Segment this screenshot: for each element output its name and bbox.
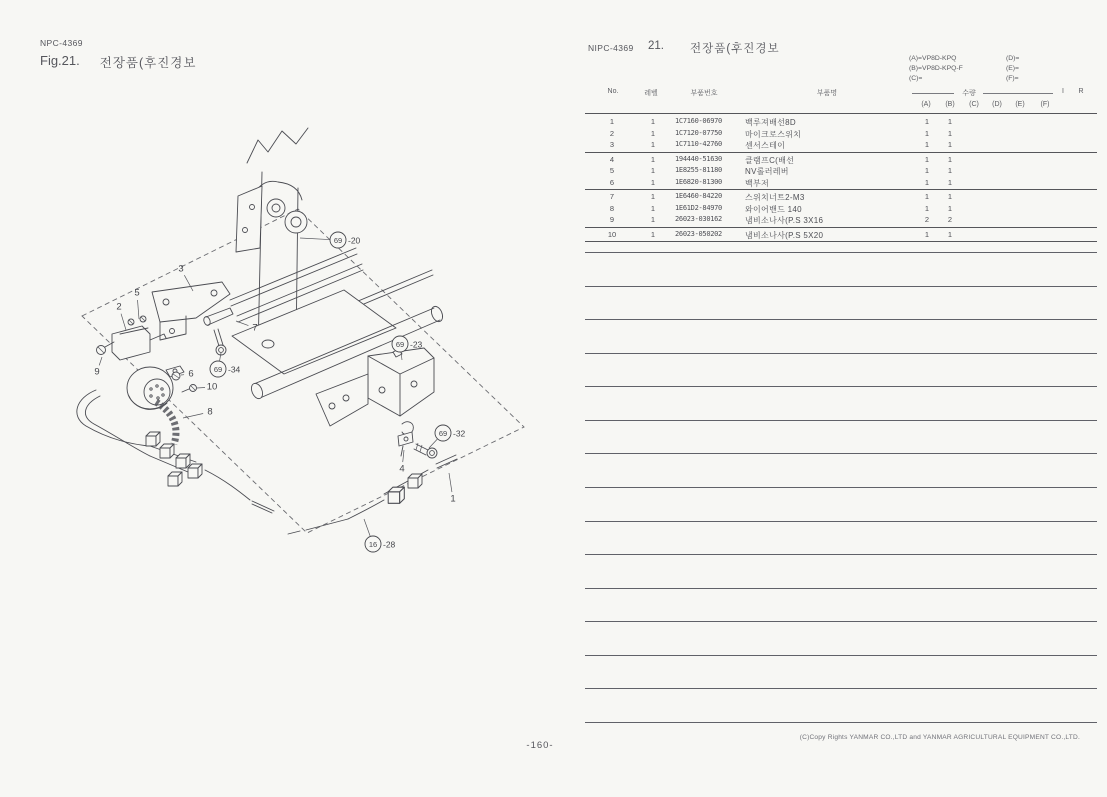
cell-no: 5: [609, 166, 615, 175]
col-header-part-name: 부품명: [816, 90, 838, 97]
col-header-level: 레벨: [644, 90, 658, 97]
table-row: [585, 139, 1097, 151]
cell-no: 2: [609, 128, 615, 138]
cell-qty-b: 1: [947, 229, 953, 239]
table-group-rule: [585, 227, 1097, 228]
col-header-qty: 수량: [962, 90, 976, 97]
table-row: [585, 154, 1097, 166]
empty-rule: [585, 319, 1097, 320]
cell-no: 4: [609, 154, 615, 164]
cell-qty-a: 1: [924, 154, 930, 164]
cell-part-no: 1E61D2-84970: [675, 203, 722, 212]
empty-rule: [585, 588, 1097, 589]
cell-part-no: 26023-050202: [675, 229, 722, 238]
callout-leader-line: [403, 450, 404, 462]
callout-leader-line: [99, 357, 102, 365]
cell-qty-a: 2: [924, 215, 930, 224]
model-assignment-list: [909, 54, 1019, 84]
empty-rule: [585, 621, 1097, 622]
model-assignment-line: [909, 74, 1019, 84]
diagram-circled-callout: 69: [438, 429, 448, 438]
callout-suffix: -32: [453, 428, 466, 439]
table-group-rule: [585, 189, 1097, 190]
cell-level: 1: [650, 154, 656, 164]
cell-qty-b: 1: [947, 154, 953, 164]
cell-part-name: 센서스테이: [745, 141, 786, 150]
table-row: [585, 203, 1097, 215]
figure-number-right: 21.: [648, 40, 664, 52]
diagram-callout: 9: [94, 366, 100, 378]
cell-qty-b: 1: [947, 117, 953, 126]
table-row: [585, 191, 1097, 203]
diagram-callout: 6: [188, 368, 194, 380]
cell-qty-a: 1: [924, 177, 930, 187]
cell-part-no: 194440-51630: [675, 154, 722, 163]
cell-qty-b: 1: [947, 128, 953, 138]
cell-part-name: 백부저: [745, 178, 770, 188]
qty-column-header: (E): [1015, 101, 1025, 108]
qty-dash-left: [912, 93, 954, 94]
qty-subheader-row: [585, 101, 1097, 111]
empty-rule: [585, 521, 1097, 522]
qty-dash-right: [983, 93, 1053, 94]
cell-part-no: 1C7120-07750: [675, 128, 722, 137]
callout-suffix: -20: [348, 235, 361, 246]
qty-column-header: (A): [921, 101, 931, 108]
doc-code-left: NPC-4369: [40, 38, 83, 48]
model-assignment-line: [909, 64, 1019, 74]
empty-rule: [585, 353, 1097, 354]
diagram-callout: 4: [399, 463, 405, 475]
cell-part-no: 1C7110-42760: [675, 140, 722, 148]
table-row: [585, 229, 1097, 241]
col-header-r: R: [1078, 88, 1084, 95]
callout-leader-line: [449, 473, 452, 492]
table-rows: [585, 116, 1097, 243]
qty-column-header: (C): [969, 101, 979, 108]
table-top-rule: [585, 113, 1097, 114]
cell-qty-a: 1: [924, 203, 930, 213]
table-row: [585, 116, 1097, 128]
cell-qty-b: 2: [947, 215, 953, 224]
cell-level: 1: [650, 117, 656, 126]
cell-part-no: 1E6460-84220: [675, 192, 722, 200]
empty-rule: [585, 487, 1097, 488]
table-row: [585, 177, 1097, 189]
table-row: [585, 165, 1097, 177]
empty-rule: [585, 554, 1097, 555]
cell-qty-a: 1: [924, 128, 930, 138]
diagram-callout: 2: [116, 301, 122, 313]
empty-rule: [585, 688, 1097, 689]
cell-part-no: 1E6820-81300: [675, 177, 722, 186]
diagram-circled-callout: 69: [333, 236, 343, 245]
model-assignment: (E)=: [1006, 65, 1020, 72]
cell-level: 1: [650, 128, 656, 138]
cell-level: 1: [650, 140, 656, 149]
cell-qty-b: 1: [947, 140, 953, 149]
cell-part-name: 마이크로스위치: [745, 129, 802, 139]
qty-column-header: (B): [945, 101, 955, 108]
model-assignment: (C)=: [909, 75, 923, 82]
empty-rule: [585, 655, 1097, 656]
figure-title-right: [648, 40, 780, 56]
empty-rule: [585, 420, 1097, 421]
cell-part-name: 백루져배선8D: [745, 118, 796, 127]
callout-suffix: -28: [383, 539, 396, 550]
cell-no: 3: [609, 140, 615, 149]
page-number: -160-: [526, 740, 554, 751]
diagram-circled-callout: 69: [213, 365, 223, 374]
model-assignment: (B)=VP8D-KPQ-F: [909, 65, 963, 72]
callout-leader-line: [121, 314, 126, 330]
cell-part-name: NV롤러레버: [745, 167, 789, 176]
qty-column-header: (D): [992, 101, 1002, 108]
table-group-rule: [585, 152, 1097, 153]
cell-no: 7: [609, 192, 615, 201]
callout-leader-line: [300, 238, 330, 240]
empty-rule: [585, 453, 1097, 454]
cell-qty-b: 1: [947, 203, 953, 213]
diagram-circled-callout: 16: [368, 540, 378, 549]
cell-qty-b: 1: [947, 166, 953, 175]
cell-level: 1: [650, 215, 656, 224]
model-assignment: (A)=VP8D-KPQ: [909, 55, 957, 62]
figure-number: Fig.21.: [40, 53, 80, 68]
cell-part-no: 1E8255-81180: [675, 166, 722, 174]
callout-leader-line: [197, 387, 205, 388]
exploded-parts-diagram: [0, 0, 570, 580]
diagram-callout: 7: [252, 322, 258, 334]
figure-name-right: 전장품(후진경보: [690, 43, 780, 55]
table-group-rule: [585, 241, 1097, 242]
copyright-text: (C)Copy Rights YANMAR CO.,LTD and YANMAR AGRICULTURAL EQUIPMENT CO.,LTD.: [799, 734, 1080, 741]
diagram-circled-callout: 69: [395, 340, 405, 349]
cell-qty-a: 1: [924, 166, 930, 175]
callout-leader-line: [138, 300, 139, 319]
callout-leader-line: [236, 321, 248, 326]
cell-level: 1: [650, 192, 656, 201]
cell-part-name: 스위치너트2-M3: [745, 193, 805, 202]
cell-qty-a: 1: [924, 117, 930, 126]
col-header-no: No.: [607, 88, 619, 95]
cell-qty-a: 1: [924, 192, 930, 201]
cell-level: 1: [650, 166, 656, 175]
table-row: [585, 214, 1097, 226]
diagram-callout: 10: [206, 381, 218, 393]
cell-level: 1: [650, 229, 656, 239]
col-header-part-no: 부품번호: [690, 90, 718, 97]
cell-no: 1: [609, 117, 615, 126]
diagram-callout: 1: [450, 493, 456, 505]
callout-leader-line: [429, 439, 437, 448]
cell-no: 6: [609, 177, 615, 187]
diagram-callout: 3: [178, 263, 184, 275]
cell-qty-b: 1: [947, 192, 953, 201]
model-assignment-line: [909, 54, 1019, 64]
cell-part-name: 냄비소나사(P.S 3X16: [745, 216, 824, 225]
callout-suffix: -23: [410, 339, 423, 350]
diagram-callout: 8: [207, 406, 213, 418]
empty-rule: [585, 252, 1097, 253]
cell-part-name: 냄비소나사(P.S 5X20: [745, 230, 824, 240]
model-assignment: (F)=: [1006, 75, 1019, 82]
cell-level: 1: [650, 203, 656, 213]
cell-qty-a: 1: [924, 229, 930, 239]
model-assignment: (D)=: [1006, 55, 1020, 62]
cell-no: 10: [607, 229, 617, 239]
qty-column-header: (F): [1040, 101, 1050, 108]
empty-rule: [585, 386, 1097, 387]
cell-part-no: 1C7160-06970: [675, 117, 722, 125]
cell-part-name: 클램프C(배선: [745, 155, 795, 165]
figure-name: 전장품(후진경보: [99, 56, 197, 70]
callout-leader-line: [364, 519, 370, 536]
cell-part-no: 26023-030162: [675, 215, 722, 223]
table-row: [585, 128, 1097, 140]
cell-no: 9: [609, 215, 615, 224]
empty-rule: [585, 722, 1097, 723]
doc-code-right: NIPC-4369: [588, 43, 634, 53]
callout-suffix: -34: [228, 364, 241, 375]
cell-no: 8: [609, 203, 615, 213]
cell-level: 1: [650, 177, 656, 187]
cell-qty-a: 1: [924, 140, 930, 149]
diagram-callout: 5: [134, 287, 140, 299]
cell-qty-b: 1: [947, 177, 953, 187]
cell-part-name: 와이어밴드 140: [745, 204, 802, 214]
empty-rule: [585, 286, 1097, 287]
col-header-i: I: [1062, 88, 1064, 95]
